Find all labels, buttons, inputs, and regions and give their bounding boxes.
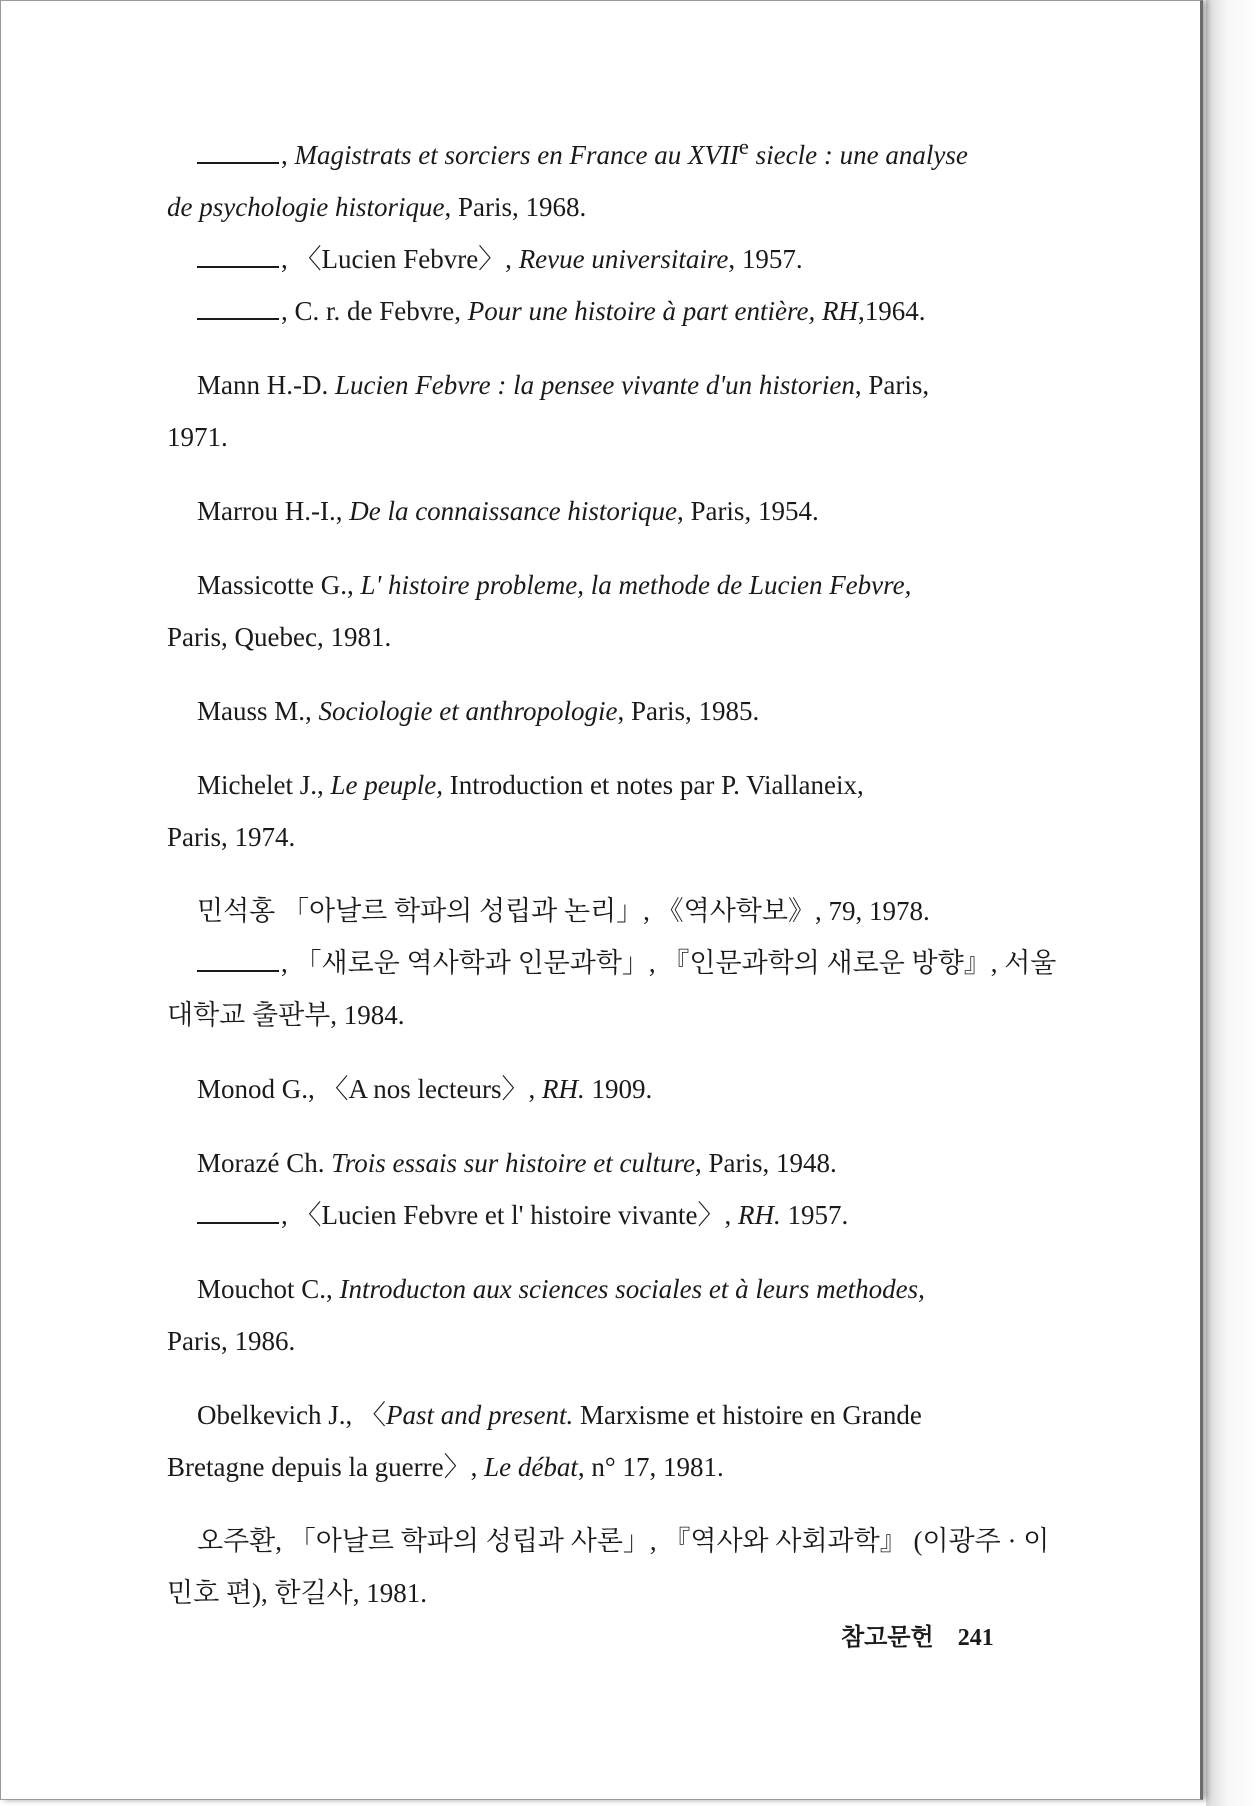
entry-title: Le peuple, (330, 770, 443, 800)
entry-line (167, 411, 1027, 463)
entry-title: RH. (541, 1074, 585, 1104)
bibliography-entry (167, 1389, 1027, 1493)
entry-title: RH. (738, 1200, 781, 1230)
entry-line (167, 181, 1027, 233)
entry-title: Revue universitaire (518, 244, 729, 274)
entry-line (167, 1567, 1027, 1619)
entry-line (167, 885, 1027, 937)
page-number: 241 (957, 1625, 994, 1651)
entry-line (167, 937, 1057, 989)
entry-text: 오주환, 「아날르 학파의 성립과 사론」, 『역사와 사회과학』 (이광주 · 이 (197, 1526, 1050, 1556)
entry-text: , Paris, 1948. (695, 1148, 837, 1178)
entry-text: Mouchot C., (197, 1274, 340, 1304)
entry-text: , 〈Lucien Febvre et l' histoire vivante〉, (281, 1200, 738, 1230)
entry-title: Introducton aux sciences sociales et à leurs methodes, (339, 1274, 925, 1304)
entry-text: Massicotte G., (197, 570, 361, 600)
entry-text: Obelkevich J., 〈 (197, 1400, 386, 1430)
entry-text: , 「새로운 역사학과 인문과학」, 『인문과학의 새로운 방향』, 서울 (281, 948, 1057, 978)
entry-line (167, 559, 1027, 611)
bibliography-entry (167, 1137, 1027, 1241)
same-author-blank (197, 298, 279, 320)
entry-title: siecle : une analyse (748, 140, 968, 170)
entry-line (167, 989, 1027, 1041)
entry-title: Trois essais sur histoire et culture (331, 1148, 695, 1178)
entry-text: 1957. (780, 1200, 849, 1230)
entry-line (167, 1137, 1027, 1189)
entry-line (167, 1315, 1027, 1367)
entry-line (167, 485, 1027, 537)
entry-line (167, 685, 1027, 737)
entry-title: Sociologie et anthropologie (318, 696, 618, 726)
bibliography-entry (167, 559, 1027, 663)
bibliography-entry (167, 485, 1027, 537)
entry-text: , Paris, 1985. (617, 696, 760, 726)
entry-line (167, 1389, 1027, 1441)
entry-line (167, 233, 1027, 285)
entry-text: 민석홍 「아날르 학파의 성립과 논리」, 《역사학보》, 79, 1978. (197, 896, 930, 926)
entry-text: , Paris, (854, 370, 930, 400)
entry-text: Paris, Quebec, 1981. (167, 622, 392, 652)
entry-text: Mauss M., (197, 696, 319, 726)
entry-text: , Paris, 1954. (676, 496, 819, 526)
entry-text: ,1964. (857, 296, 926, 326)
entry-line (167, 611, 1027, 663)
same-author-blank (197, 1202, 279, 1224)
entry-text: , C. r. de Febvre, (281, 296, 468, 326)
entry-text: Paris, 1974. (167, 822, 296, 852)
bibliography-entry (167, 759, 1027, 863)
entry-text: Bretagne depuis la guerre〉, (167, 1452, 485, 1482)
entry-text: Introduction et notes par P. Viallaneix, (442, 770, 864, 800)
entry-title: L' histoire probleme, la methode de Lucien Febvre, (360, 570, 912, 600)
entry-text: 1909. (584, 1074, 653, 1104)
entry-superscript: e (738, 134, 749, 159)
page-footer (841, 1617, 1012, 1652)
bibliography-entry (167, 1515, 1050, 1619)
same-author-blank (197, 142, 279, 164)
entry-text: Paris, 1986. (167, 1326, 296, 1356)
bibliography-entry (167, 885, 1057, 1041)
entry-line (167, 1063, 1027, 1115)
entry-title: de psychologie historique (167, 192, 445, 222)
entry-line (167, 121, 1027, 181)
entry-text: , Paris, 1968. (444, 192, 587, 222)
entry-line (167, 1189, 1027, 1241)
entry-text: 민호 편), 한길사, 1981. (167, 1578, 427, 1608)
same-author-blank (197, 950, 279, 972)
footer-section-label: 참고문헌 (841, 1625, 934, 1651)
entry-title: Pour une histoire à part entière, RH (467, 296, 858, 326)
entry-text: , 〈Lucien Febvre〉, (281, 244, 519, 274)
entry-line (167, 759, 1027, 811)
entry-text: Monod G., 〈A nos lecteurs〉, (197, 1074, 542, 1104)
bibliography-list (167, 121, 1057, 1641)
bibliography-entry (167, 359, 1027, 463)
entry-title: Le débat (484, 1452, 578, 1482)
bibliography-entry (167, 121, 1027, 337)
entry-line (167, 1515, 1050, 1567)
bibliography-entry (167, 1263, 1027, 1367)
entry-text: , 1957. (728, 244, 803, 274)
bibliography-entry (167, 1063, 1027, 1115)
entry-text: 대학교 출판부, 1984. (167, 1000, 405, 1030)
entry-text: Marrou H.-I., (197, 496, 350, 526)
entry-text: , (281, 140, 295, 170)
bibliography-entry (167, 685, 1027, 737)
entry-title: Past and present. (385, 1400, 574, 1430)
entry-text: , n° 17, 1981. (577, 1452, 724, 1482)
entry-text: Marxisme et histoire en Grande (573, 1400, 922, 1430)
entry-line (167, 1263, 1027, 1315)
entry-title: Lucien Febvre : la pensee vivante d'un historien (334, 370, 855, 400)
viewer-background (1206, 0, 1260, 1806)
entry-line (167, 1441, 1027, 1493)
entry-line (167, 359, 1027, 411)
entry-line (167, 285, 1027, 337)
entry-text: Mann H.-D. (197, 370, 335, 400)
entry-text: 1971. (167, 422, 228, 452)
same-author-blank (197, 246, 279, 268)
entry-line (167, 811, 1027, 863)
entry-text: Michelet J., (197, 770, 331, 800)
entry-title: De la connaissance historique (349, 496, 677, 526)
entry-text: Morazé Ch. (197, 1148, 332, 1178)
entry-title: Magistrats et sorciers en France au XVII (294, 140, 739, 170)
